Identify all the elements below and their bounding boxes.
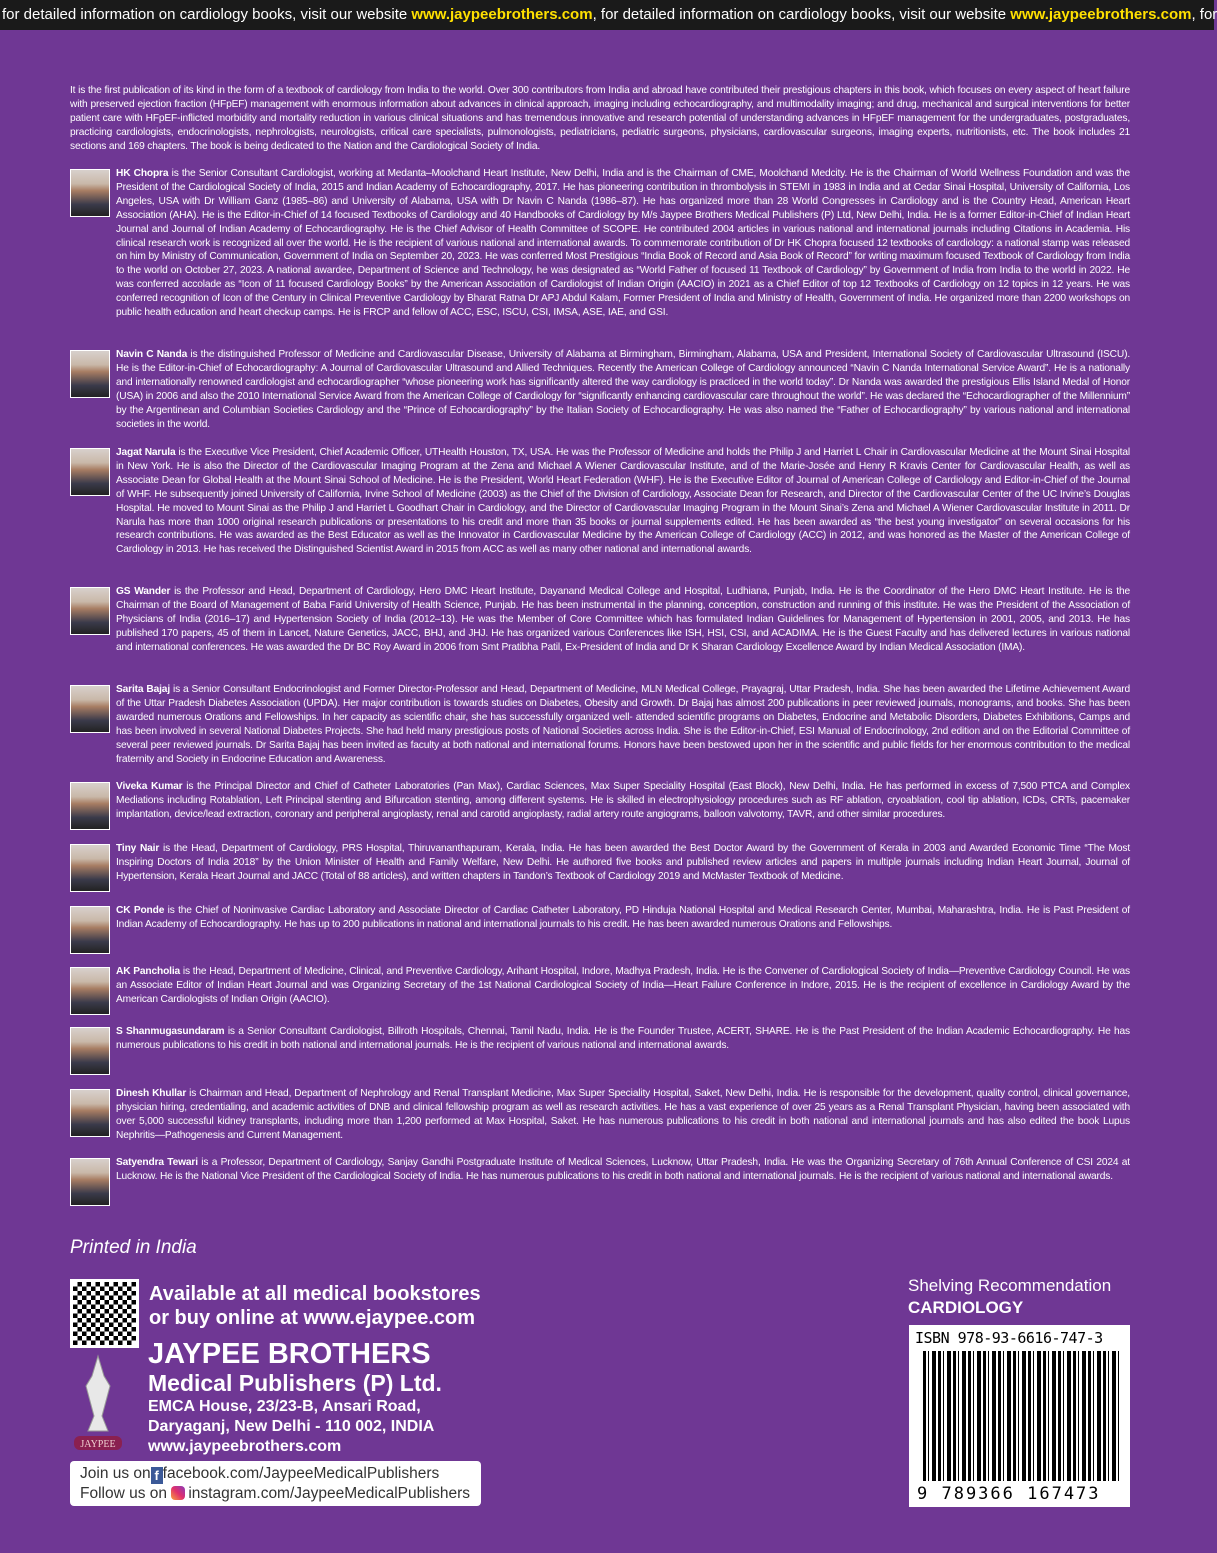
jaypee-torch-logo: [72, 1356, 124, 1452]
bio-body: is the Professor and Head, Department of Cardiology, Hero DMC Heart Institute, Dayanand Medical College and Hospital, Ludhiana, Punjab, India. He is the Coordinator of the Hero DMC Heart Institute. He is the Chairman of the Board of Management of Baba Farid University of Health Science, Punjab. He has been instrumental in the planning, conception, construction and running of this institute. He was the President of the Association of Physicians of India (2016–17) and Hypertension Society of India (2012–13). He was the Member of Core Committee which has formulated Indian Guidelines for Management of Hypertension in 2001, 2005, and 2013. He has published 170 papers, 45 of them in Lancet, Nature Genetics, JACC, BHJ, and JHJ. He has organized various Conferences like ISH, HSI, CSI, and ACADIMA. He is the Guest Faculty and has delivered lectures in various national and international conferences. He was awarded the Dr BC Roy Award in 2006 from Smt Pratibha Patil, Ex-President of India and Dr K Sharan Cardiology Excellence Award by Indian Medical Association (IMA).: [116, 586, 1130, 653]
bio-text: [116, 1156, 1130, 1184]
barcode-digits: 9 789366 167473: [917, 1484, 1101, 1504]
author-name: Dinesh Khullar: [116, 1088, 187, 1099]
bio-text: [116, 1025, 1130, 1053]
author-bio: [70, 348, 1130, 431]
printed-in: Printed in India: [70, 1237, 197, 1258]
facebook-icon: f: [151, 1467, 163, 1484]
author-name: Satyendra Tewari: [116, 1157, 198, 1168]
bio-text: [116, 965, 1130, 1007]
bio-body: is the Head, Department of Medicine, Clinical, and Preventive Cardiology, Arihant Hospital, Indore, Madhya Pradesh, India. He is the Convener of Cardiological Society of India—Preventive Cardiology Council. He was an Associate Editor of Indian Heart Journal and was Organizing Secretary of the 1st National Cardiological Society of India—Heart Failure Conference in Indore, 2015. He is the recipient of excellence in Cardiology Award by the American Cardiologists of Indian Origin (AACIO).: [116, 966, 1130, 1005]
instagram-icon: [171, 1486, 185, 1500]
bio-text: [116, 904, 1130, 932]
author-photo: [70, 844, 110, 892]
availability-line: or buy online at www.ejaypee.com: [149, 1307, 476, 1329]
shelving-recommendation: [908, 1275, 1111, 1319]
bio-text: [116, 167, 1130, 320]
website-link[interactable]: www.jaypeebrothers.com: [1010, 6, 1192, 23]
facebook-prefix: Join us on: [80, 1465, 151, 1482]
author-name: Viveka Kumar: [116, 781, 183, 792]
bio-body: is the Senior Consultant Cardiologist, working at Medanta–Moolchand Heart Institute, New Delhi, India and is the Chairman of CME, Moolchand Medcity. He is the Chairman of World Wellness Foundation and was the President of the Cardiological Society of India, 2015 and Indian Academy of Echocardiography, 2017. He has pioneering contribution in thrombolysis in STEMI in 1983 in India and at Cedar Sinai Hospital, University of California, Los Angeles, USA with Dr William Ganz (1985–86) and University of Alabama, USA with Dr Navin C Nanda (1986–87). He has organized more than 28 World Congresses in Cardiology and is the Country Head, American Heart Association (AHA). He is the Editor-in-Chief of 14 focused Textbooks of Cardiology and 40 Handbooks of Cardiology by M/s Jaypee Brothers Medical Publishers (P) Ltd, New Delhi, India. He is a former Editor-in-Chief of Indian Heart Journal and Journal of Indian Academy of Echocardiography. He is the Chief Advisor of Health Committee of SCOPE. He contributed 2004 articles in various national and international journals including Citations in Academia. His clinical research work is recognized all over the world. He is the recipient of various national and international awards. To commemorate contribution of Dr HK Chopra focused 12 textbooks of cardiology: a national stamp was released on him by Ministry of Communication, Government of India on September 20, 2023. He was conferred Most Prestigious “India Book of Record and Asia Book of Record” for writing maximum focused Textbook of Cardiology from India to the world on October 27, 2023. A national awardee, Department of Science and Technology, he was designated as “World Father of focused 11 Textbook of Cardiology” by Government of India from India to the world in 2022. He was conferred accolade as “Icon of 11 focused Cardiology Books” by the American Association of Cardiologist of Indian Origin (AACIO) in 2021 as a Chief Editor of top 12 Textbooks of Cardiology on 12 topics in 12 years. He was conferred recognition of Icon of the Century in Clinical Preventive Cardiology by Bharat Ratna Dr APJ Abdul Kalam, Former President of India and Ministry of Health, Government of India. He organized more than 2200 workshops on public health education and heart checkup camps. He is FRCP and fellow of ACC, ESC, ISCU, CSI, IMSA, ASE, IAE, and GSI.: [116, 168, 1130, 319]
author-name: CK Ponde: [116, 905, 165, 916]
bio-body: is Chairman and Head, Department of Nephrology and Renal Transplant Medicine, Max Super Speciality Hospital, Saket, New Delhi, India. He is responsible for the development, quality control, clinical governance, physician hiring, credentialing, and academic activities of DNB and clinical fellowship program as well as research activities. He has a vast experience of over 25 years as a Renal Transplant Physician, having been associated with over 5,000 successful kidney transplants, including more than 1,200 performed at Max Hospital, Saket. He has numerous publications to his credit in both national and international journals and has also edited the book Lupus Nephritis—Pathogenesis and Current Management.: [116, 1088, 1130, 1141]
author-photo: [70, 782, 110, 830]
isbn-barcode: [909, 1325, 1130, 1507]
author-name: Navin C Nanda: [116, 349, 188, 360]
social-links: [70, 1461, 481, 1506]
author-bio: [70, 842, 1130, 884]
banner-text: , for detailed information on cardiology books, visit our website: [592, 6, 1011, 23]
author-photo: [70, 350, 110, 398]
bio-text: [116, 780, 1130, 822]
availability-text: [149, 1282, 481, 1330]
author-name: HK Chopra: [116, 168, 169, 179]
bio-body: is the Chief of Noninvasive Cardiac Laboratory and Associate Director of Cardiac Catheter Laboratory, PD Hinduja National Hospital and Medical Research Center, Mumbai, Maharashtra, India. He is Past President of Indian Academy of Echocardiography. He has up to 200 publications in national and international journals to his credit. He has been awarded numerous Orations and Fellowships.: [116, 905, 1130, 930]
author-bio: [70, 167, 1130, 320]
author-bio: [70, 965, 1130, 1007]
publisher-name: JAYPEE BROTHERS: [148, 1338, 431, 1370]
bio-body: is a Senior Consultant Endocrinologist and Former Director-Professor and Head, Department of Medicine, MLN Medical College, Prayagraj, Uttar Pradesh, India. She has been awarded the Lifetime Achievement Award of the Uttar Pradesh Diabetes Association (UPDA). Her major contribution is towards studies on Diabetes, Obesity and Growth. Dr Bajaj has almost 200 publications in peer reviewed journals, monograms, and books. She has been awarded numerous Orations and Fellowships. In her capacity as scientific chair, she has successfully organized well- attended scientific programs on Diabetes, Endocrine and Metabolic Disorders, Diabetes Exhibitions, Camps and has been involved in several National Diabetes Projects. She had held many prestigious posts of National Societies across India. She is the Editor-in-Chief, ESI Manual of Endocrinology, 2nd edition and on the Editorial Committee of several peer reviewed journals. Dr Sarita Bajaj has been invited as faculty at both national and international forums. Honors have been bestowed upon her in the scientific and public fields for her enormous contribution to the medical fraternity and Society in Endocrine Education and Awareness.: [116, 684, 1130, 765]
bio-text: [116, 683, 1130, 766]
publisher-info: [148, 1338, 442, 1457]
shelving-label: Shelving Recommendation: [908, 1276, 1112, 1295]
author-photo: [70, 906, 110, 954]
author-bio: [70, 904, 1130, 932]
author-bio: [70, 780, 1130, 822]
author-bio: [70, 1087, 1130, 1143]
author-photo: [70, 587, 110, 635]
instagram-prefix: Follow us on: [80, 1485, 168, 1502]
qr-code[interactable]: [70, 1279, 139, 1348]
bio-text: [116, 1087, 1130, 1143]
author-photo: [70, 1089, 110, 1137]
author-photo: [70, 967, 110, 1015]
promo-banner: [0, 0, 1217, 30]
author-photo: [70, 1027, 110, 1075]
address-line: EMCA House, 23/23-B, Ansari Road,: [148, 1398, 421, 1415]
author-photo: [70, 169, 110, 217]
availability-line: Available at all medical bookstores: [149, 1283, 481, 1305]
author-photo: [70, 685, 110, 733]
bio-text: [116, 842, 1130, 884]
website-link[interactable]: www.jaypeebrothers.com: [411, 6, 593, 23]
bio-body: is a Professor, Department of Cardiology, Sanjay Gandhi Postgraduate Institute of Medical Sciences, Lucknow, Uttar Pradesh, India. He was the Organizing Secretary of 76th Annual Conference of CSI 2024 at Lucknow. He is the National Vice President of the Cardiological Society of India. He has numerous publications to his credit in both national and international journals. He is the recipient of various national and international awards.: [116, 1157, 1130, 1182]
svg-text:JAYPEE: JAYPEE: [80, 1439, 116, 1450]
author-name: Sarita Bajaj: [116, 684, 170, 695]
banner-text: for detailed information on cardiology books, visit our website: [2, 6, 412, 23]
author-bio: [70, 446, 1130, 557]
bio-body: is a Senior Consultant Cardiologist, Billroth Hospitals, Chennai, Tamil Nadu, India. He is the Founder Trustee, ACERT, SHARE. He is the Past President of the Indian Academic Echocardiography. He has numerous publications to his credit in both national and international journals. He is the recipient of various national and international awards.: [116, 1026, 1130, 1051]
author-bio: [70, 683, 1130, 766]
author-name: AK Pancholia: [116, 966, 181, 977]
isbn-text: ISBN 978-93-6616-747-3: [915, 1329, 1103, 1347]
author-name: S Shanmugasundaram: [116, 1026, 225, 1037]
shelving-category: CARDIOLOGY: [908, 1298, 1024, 1317]
bio-body: is the Head, Department of Cardiology, PRS Hospital, Thiruvananthapuram, Kerala, India. He has been awarded the Best Doctor Award by the Government of Kerala in 2003 and Awarded Economic Time “The Most Inspiring Doctors of India 2018” by the Union Minister of Health and Family Welfare, New Delhi. He authored five books and published review articles and papers in multiple journals including Indian Heart Journal, Journal of Hypertension, Kerala Heart Journal and JACC (Total of 88 articles), and written chapters in Tandon’s Textbook of Cardiology 2019 and McMaster Textbook of Medicine.: [116, 843, 1130, 882]
author-photo: [70, 448, 110, 496]
barcode-bars: [923, 1351, 1119, 1481]
bio-body: is the distinguished Professor of Medicine and Cardiovascular Disease, University of Alabama at Birmingham, Birmingham, Alabama, USA and President, International Society of Cardiovascular Ultrasound (ISCU). He is the Editor-in-Chief of Echocardiography: A Journal of Cardiovascular Ultrasound and Allied Techniques. Recently the American College of Cardiology announced “Navin C Nanda International Service Award”. He is a nationally and internationally renowned cardiologist and echocardiographer “whose pioneering work has significantly altered the way cardiology is practiced in the world today”. Dr Nanda was awarded the prestigious Ellis Island Medal of Honor (USA) in 2006 and also the 2010 International Service Award from the American College of Cardiology for “significantly enhancing cardiovascular care throughout the world”. He was declared the “Echocardiographer of the Millennium” by the Argentinean and Columbian Societies Cardiology and the “Prince of Echocardiography” by the Italian Society of Echocardiography. He was also named the “Father of Echocardiography” by various national and international societies in the world.: [116, 349, 1130, 430]
author-bio: [70, 1025, 1130, 1053]
address-line: Daryaganj, New Delhi - 110 002, INDIA: [148, 1418, 435, 1435]
author-bio: [70, 585, 1130, 655]
bio-text: [116, 446, 1130, 557]
author-photo: [70, 1158, 110, 1206]
bio-text: [116, 348, 1130, 431]
author-name: Jagat Narula: [116, 447, 176, 458]
publisher-website[interactable]: www.jaypeebrothers.com: [148, 1438, 342, 1455]
instagram-link[interactable]: instagram.com/JaypeeMedicalPublishers: [188, 1485, 471, 1502]
author-name: Tiny Nair: [116, 843, 160, 854]
banner-text: , for: [1191, 6, 1217, 23]
author-name: GS Wander: [116, 586, 171, 597]
bio-text: [116, 585, 1130, 655]
bio-body: is the Executive Vice President, Chief Academic Officer, UTHealth Houston, TX, USA. He was the Professor of Medicine and holds the Philip J and Harriet L Chair in Cardiovascular Medicine at the Mount Sinai Hospital in New York. He is also the Director of the Cardiovascular Imaging Program at the Zena and Michael A Wiener Cardiovascular Institute, and of the Marie-Josée and Henry R Kravis Center for Cardiovascular Health, as well as Associate Dean for Global Health at the Mount Sinai School of Medicine. He is the President, World Heart Federation (WHF). He is the Executive Editor of Journal of American College of Cardiology and Editor-in-Chief of the Journal of WHF. He subsequently joined University of California, Irvine School of Medicine (2003) as the Chief of the Division of Cardiology, Associate Dean for Research, and Director of the Cardiovascular Center of the UC Irvine’s Douglas Hospital. He moved to Mount Sinai as the Philip J and Harriet L Goodhart Chair in Cardiology, and the Director of Cardiovascular Imaging Program in the Mount Sinai’s Zena and Michael A Wiener Cardiovascular Institute in 2011. Dr Narula has more than 1000 original research publications or presentations to his credit and more than 35 books or journal supplements edited. He has been awarded as “the best young investigator” on several occasions for his research contributions. He was awarded as the Best Educator as well as the Innovator in Cardiovascular Medicine by the American College of Cardiology (ACC) in 2012, and was honored as the Master of the American College of Cardiology in 2013. He has received the Distinguished Scientist Award in 2015 from ACC as well as many other national and international awards.: [116, 447, 1130, 556]
author-bio: [70, 1156, 1130, 1184]
book-description: It is the first publication of its kind in the form of a textbook of cardiology from India to the world. Over 300 contributors from India and abroad have contributed their prestigious chapters in this book, which focuses on every aspect of heart failure with preserved ejection fraction (HFpEF) management with enormous information about advances in clinical approach, imaging including echocardiography, and multimodality imaging; and drug, mechanical and surgical interventions for better patient care with HFpEF-inflicted morbidity and mortality reduction in various clinical situations and has tremendous innovative and research potential of understanding advances in HFpEF management for the undergraduates, postgraduates, practicing cardiologists, endocrinologists, nephrologists, neurologists, critical care specialists, pulmonologists, pediatricians, pediatric surgeons, physicians, cardiovascular surgeons, imaging experts, nutritionists, etc. The book includes 21 sections and 169 chapters. The book is being dedicated to the Nation and the Cardiological Society of India.: [70, 85, 1130, 152]
facebook-link[interactable]: facebook.com/JaypeeMedicalPublishers: [162, 1465, 440, 1482]
publisher-name-sub: Medical Publishers (P) Ltd.: [148, 1370, 442, 1396]
bio-body: is the Principal Director and Chief of Catheter Laboratories (Pan Max), Cardiac Sciences, Max Super Speciality Hospital (East Block), New Delhi, India. He has performed in excess of 7,500 PTCA and Complex Mediations including Rotablation, Left Principal stenting and Bifurcation stenting, among different systems. He is skilled in electrophysiology procedures such as RF ablation, cryoablation, cool tip ablation, ICDs, CRTs, pacemaker implantation, device/lead extraction, coronary and peripheral angioplasty, renal and carotid angioplasty, radial artery route angiograms, balloon valvotomy, TAVR, and other similar procedures.: [116, 781, 1131, 820]
